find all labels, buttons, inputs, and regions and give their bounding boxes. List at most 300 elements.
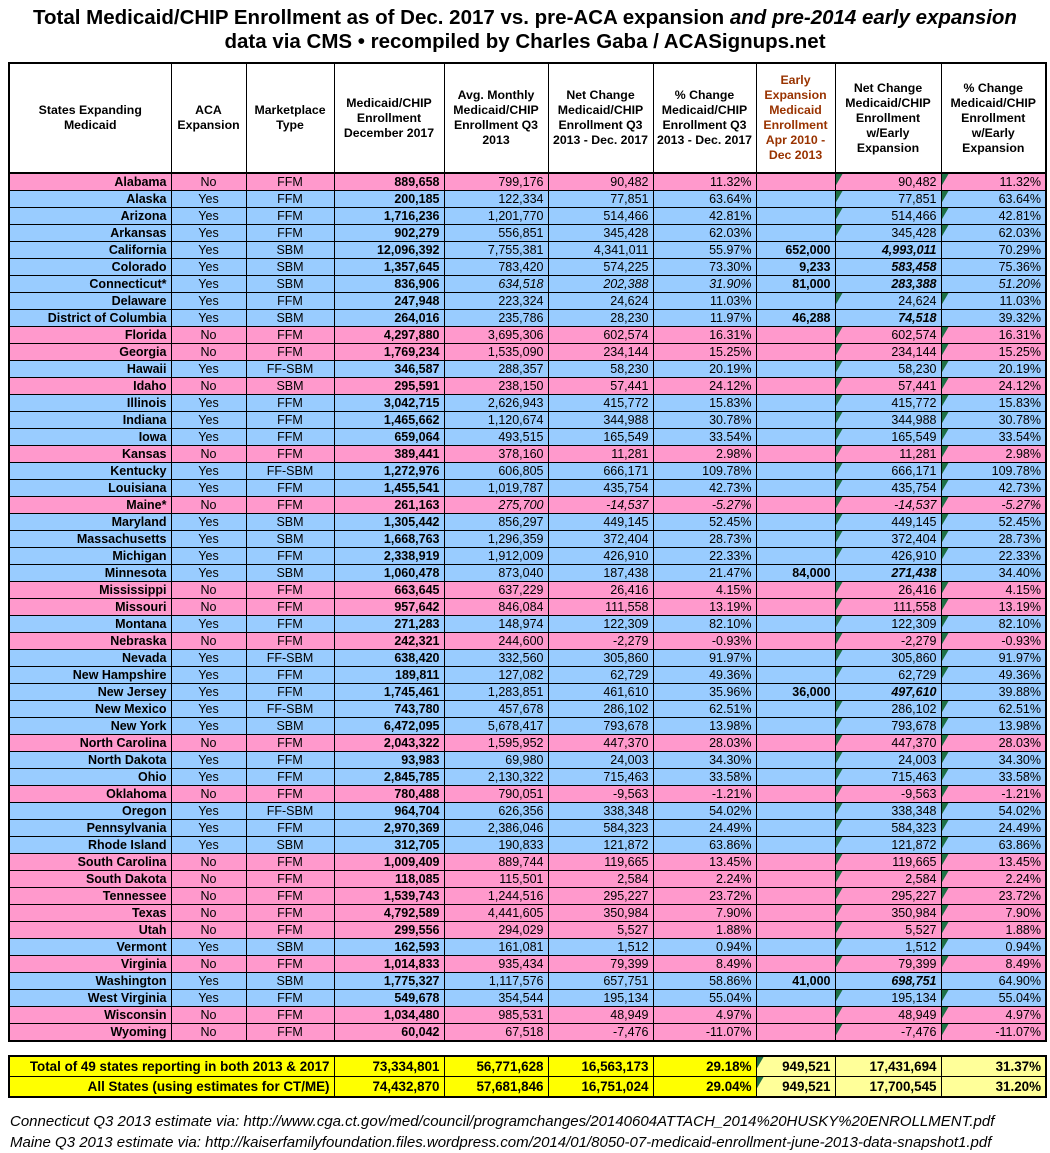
cell-enrollment-dec-2017[interactable]: 549,678 xyxy=(334,990,444,1007)
cell-pct-change-early[interactable]: -5.27% xyxy=(941,497,1046,514)
cell-early-expansion[interactable] xyxy=(756,854,835,871)
cell-marketplace-type[interactable]: SBM xyxy=(246,973,334,990)
cell-state-name[interactable]: New Jersey xyxy=(9,684,171,701)
cell-early-expansion[interactable]: 41,000 xyxy=(756,973,835,990)
cell-net-change-early[interactable]: 426,910 xyxy=(835,548,941,565)
cell-net-change-early[interactable]: 793,678 xyxy=(835,718,941,735)
cell-pct-change[interactable]: 42.73% xyxy=(653,480,756,497)
cell-state-name[interactable]: Georgia xyxy=(9,344,171,361)
cell-state-name[interactable]: Virginia xyxy=(9,956,171,973)
cell-early-expansion[interactable] xyxy=(756,480,835,497)
cell-enrollment-dec-2017[interactable]: 200,185 xyxy=(334,191,444,208)
cell-state-name[interactable]: New Hampshire xyxy=(9,667,171,684)
cell-avg-monthly-q3-2013[interactable]: 1,117,576 xyxy=(444,973,548,990)
cell-pct-change-early[interactable]: 75.36% xyxy=(941,259,1046,276)
cell-marketplace-type[interactable]: FFM xyxy=(246,548,334,565)
cell-state-name[interactable]: Massachusetts xyxy=(9,531,171,548)
cell-aca-expansion[interactable]: No xyxy=(171,888,246,905)
cell-marketplace-type[interactable]: FFM xyxy=(246,1024,334,1042)
cell-pct-change[interactable]: -0.93% xyxy=(653,633,756,650)
cell-marketplace-type[interactable]: FFM xyxy=(246,1007,334,1024)
cell-aca-expansion[interactable]: Yes xyxy=(171,480,246,497)
cell-avg-monthly-q3-2013[interactable]: 115,501 xyxy=(444,871,548,888)
cell-enrollment-dec-2017[interactable]: 743,780 xyxy=(334,701,444,718)
cell-net-change[interactable]: 514,466 xyxy=(548,208,653,225)
cell-avg-monthly-q3-2013[interactable]: 1,283,851 xyxy=(444,684,548,701)
cell-aca-expansion[interactable]: No xyxy=(171,378,246,395)
column-header-net-change[interactable]: Net Change Medicaid/CHIP Enrollment Q3 2013 - Dec. 2017 xyxy=(548,63,653,173)
cell-net-change-early[interactable]: 57,441 xyxy=(835,378,941,395)
cell-pct-change-early[interactable]: 23.72% xyxy=(941,888,1046,905)
cell-net-change[interactable]: 286,102 xyxy=(548,701,653,718)
cell-net-change-early[interactable]: 286,102 xyxy=(835,701,941,718)
cell-aca-expansion[interactable]: No xyxy=(171,735,246,752)
cell-net-change[interactable]: 111,558 xyxy=(548,599,653,616)
cell-marketplace-type[interactable]: FFM xyxy=(246,786,334,803)
cell-enrollment-dec-2017[interactable]: 389,441 xyxy=(334,446,444,463)
cell-enrollment-dec-2017[interactable]: 1,465,662 xyxy=(334,412,444,429)
cell-state-name[interactable]: Nebraska xyxy=(9,633,171,650)
cell-enrollment-dec-2017[interactable]: 93,983 xyxy=(334,752,444,769)
cell-net-change-early[interactable]: 24,003 xyxy=(835,752,941,769)
cell-marketplace-type[interactable]: SBM xyxy=(246,565,334,582)
cell-marketplace-type[interactable]: FF-SBM xyxy=(246,803,334,820)
cell-pct-change-early[interactable]: 63.64% xyxy=(941,191,1046,208)
cell-pct-change[interactable]: -11.07% xyxy=(653,1024,756,1042)
cell-pct-change-early[interactable]: 28.03% xyxy=(941,735,1046,752)
cell-avg-monthly-q3-2013[interactable]: 626,356 xyxy=(444,803,548,820)
cell-marketplace-type[interactable]: FFM xyxy=(246,293,334,310)
cell-aca-expansion[interactable]: Yes xyxy=(171,752,246,769)
cell-marketplace-type[interactable]: FFM xyxy=(246,769,334,786)
cell-totals-pct-change-early[interactable]: 31.20% xyxy=(941,1077,1046,1098)
cell-aca-expansion[interactable]: Yes xyxy=(171,293,246,310)
cell-net-change[interactable]: 5,527 xyxy=(548,922,653,939)
cell-net-change-early[interactable]: -2,279 xyxy=(835,633,941,650)
cell-totals-early-expansion[interactable]: 949,521 xyxy=(756,1077,835,1098)
cell-pct-change[interactable]: 58.86% xyxy=(653,973,756,990)
cell-pct-change-early[interactable]: 54.02% xyxy=(941,803,1046,820)
cell-early-expansion[interactable] xyxy=(756,599,835,616)
cell-totals-pct-change[interactable]: 29.18% xyxy=(653,1056,756,1077)
cell-net-change[interactable]: -7,476 xyxy=(548,1024,653,1042)
cell-pct-change-early[interactable]: 49.36% xyxy=(941,667,1046,684)
cell-early-expansion[interactable] xyxy=(756,361,835,378)
cell-aca-expansion[interactable]: No xyxy=(171,854,246,871)
cell-enrollment-dec-2017[interactable]: 1,775,327 xyxy=(334,973,444,990)
cell-net-change-early[interactable]: 344,988 xyxy=(835,412,941,429)
cell-pct-change-early[interactable]: -11.07% xyxy=(941,1024,1046,1042)
cell-pct-change[interactable]: 63.86% xyxy=(653,837,756,854)
cell-pct-change-early[interactable]: 109.78% xyxy=(941,463,1046,480)
cell-pct-change[interactable]: 62.51% xyxy=(653,701,756,718)
cell-pct-change[interactable]: 2.24% xyxy=(653,871,756,888)
cell-net-change-early[interactable]: 48,949 xyxy=(835,1007,941,1024)
cell-aca-expansion[interactable]: Yes xyxy=(171,650,246,667)
cell-aca-expansion[interactable]: Yes xyxy=(171,548,246,565)
cell-avg-monthly-q3-2013[interactable]: 1,535,090 xyxy=(444,344,548,361)
cell-avg-monthly-q3-2013[interactable]: 69,980 xyxy=(444,752,548,769)
cell-net-change-early[interactable]: 435,754 xyxy=(835,480,941,497)
cell-enrollment-dec-2017[interactable]: 659,064 xyxy=(334,429,444,446)
cell-net-change-early[interactable]: 234,144 xyxy=(835,344,941,361)
cell-state-name[interactable]: West Virginia xyxy=(9,990,171,1007)
cell-pct-change-early[interactable]: 1.88% xyxy=(941,922,1046,939)
cell-avg-monthly-q3-2013[interactable]: 493,515 xyxy=(444,429,548,446)
cell-enrollment-dec-2017[interactable]: 836,906 xyxy=(334,276,444,293)
cell-pct-change-early[interactable]: 62.03% xyxy=(941,225,1046,242)
cell-net-change-early[interactable]: 415,772 xyxy=(835,395,941,412)
cell-pct-change[interactable]: -1.21% xyxy=(653,786,756,803)
cell-early-expansion[interactable] xyxy=(756,548,835,565)
cell-early-expansion[interactable] xyxy=(756,701,835,718)
cell-aca-expansion[interactable]: Yes xyxy=(171,939,246,956)
cell-early-expansion[interactable] xyxy=(756,514,835,531)
cell-pct-change[interactable]: 1.88% xyxy=(653,922,756,939)
cell-pct-change-early[interactable]: 42.73% xyxy=(941,480,1046,497)
cell-net-change[interactable]: 415,772 xyxy=(548,395,653,412)
cell-early-expansion[interactable] xyxy=(756,905,835,922)
cell-enrollment-dec-2017[interactable]: 3,042,715 xyxy=(334,395,444,412)
cell-marketplace-type[interactable]: FFM xyxy=(246,616,334,633)
cell-marketplace-type[interactable]: SBM xyxy=(246,276,334,293)
cell-pct-change-early[interactable]: 63.86% xyxy=(941,837,1046,854)
cell-net-change-early[interactable]: 26,416 xyxy=(835,582,941,599)
cell-pct-change[interactable]: 28.73% xyxy=(653,531,756,548)
cell-pct-change-early[interactable]: -1.21% xyxy=(941,786,1046,803)
cell-enrollment-dec-2017[interactable]: 2,338,919 xyxy=(334,548,444,565)
cell-enrollment-dec-2017[interactable]: 299,556 xyxy=(334,922,444,939)
cell-enrollment-dec-2017[interactable]: 1,745,461 xyxy=(334,684,444,701)
cell-pct-change-early[interactable]: 70.29% xyxy=(941,242,1046,259)
cell-totals-pct-change[interactable]: 29.04% xyxy=(653,1077,756,1098)
cell-avg-monthly-q3-2013[interactable]: 244,600 xyxy=(444,633,548,650)
cell-avg-monthly-q3-2013[interactable]: 238,150 xyxy=(444,378,548,395)
cell-pct-change-early[interactable]: 55.04% xyxy=(941,990,1046,1007)
cell-enrollment-dec-2017[interactable]: 271,283 xyxy=(334,616,444,633)
cell-net-change[interactable]: 666,171 xyxy=(548,463,653,480)
cell-avg-monthly-q3-2013[interactable]: 783,420 xyxy=(444,259,548,276)
cell-pct-change-early[interactable]: 33.54% xyxy=(941,429,1046,446)
cell-net-change-early[interactable]: 90,482 xyxy=(835,173,941,191)
cell-state-name[interactable]: Utah xyxy=(9,922,171,939)
cell-net-change-early[interactable]: 449,145 xyxy=(835,514,941,531)
cell-aca-expansion[interactable]: Yes xyxy=(171,310,246,327)
cell-pct-change[interactable]: 20.19% xyxy=(653,361,756,378)
cell-state-name[interactable]: Idaho xyxy=(9,378,171,395)
cell-state-name[interactable]: Indiana xyxy=(9,412,171,429)
cell-enrollment-dec-2017[interactable]: 780,488 xyxy=(334,786,444,803)
cell-net-change-early[interactable]: 715,463 xyxy=(835,769,941,786)
cell-pct-change-early[interactable]: 30.78% xyxy=(941,412,1046,429)
cell-enrollment-dec-2017[interactable]: 60,042 xyxy=(334,1024,444,1042)
cell-net-change-early[interactable]: 345,428 xyxy=(835,225,941,242)
cell-early-expansion[interactable]: 84,000 xyxy=(756,565,835,582)
cell-pct-change-early[interactable]: 51.20% xyxy=(941,276,1046,293)
cell-early-expansion[interactable] xyxy=(756,769,835,786)
cell-early-expansion[interactable] xyxy=(756,225,835,242)
cell-aca-expansion[interactable]: Yes xyxy=(171,684,246,701)
column-header-states[interactable]: States Expanding Medicaid xyxy=(9,63,171,173)
cell-marketplace-type[interactable]: FF-SBM xyxy=(246,463,334,480)
cell-pct-change[interactable]: 23.72% xyxy=(653,888,756,905)
cell-totals-net-change-early[interactable]: 17,700,545 xyxy=(835,1077,941,1098)
cell-totals-net-change-early[interactable]: 17,431,694 xyxy=(835,1056,941,1077)
cell-enrollment-dec-2017[interactable]: 189,811 xyxy=(334,667,444,684)
cell-state-name[interactable]: Alaska xyxy=(9,191,171,208)
cell-avg-monthly-q3-2013[interactable]: 2,626,943 xyxy=(444,395,548,412)
cell-net-change[interactable]: 90,482 xyxy=(548,173,653,191)
cell-state-name[interactable]: Wyoming xyxy=(9,1024,171,1042)
cell-net-change-early[interactable]: 698,751 xyxy=(835,973,941,990)
cell-net-change[interactable]: 574,225 xyxy=(548,259,653,276)
cell-early-expansion[interactable] xyxy=(756,378,835,395)
cell-aca-expansion[interactable]: No xyxy=(171,599,246,616)
cell-pct-change-early[interactable]: 2.98% xyxy=(941,446,1046,463)
cell-net-change[interactable]: 372,404 xyxy=(548,531,653,548)
cell-enrollment-dec-2017[interactable]: 1,769,234 xyxy=(334,344,444,361)
cell-pct-change-early[interactable]: 24.49% xyxy=(941,820,1046,837)
cell-net-change-early[interactable]: 584,323 xyxy=(835,820,941,837)
cell-pct-change-early[interactable]: 64.90% xyxy=(941,973,1046,990)
cell-state-name[interactable]: Pennsylvania xyxy=(9,820,171,837)
cell-pct-change[interactable]: 55.97% xyxy=(653,242,756,259)
cell-pct-change[interactable]: 63.64% xyxy=(653,191,756,208)
cell-net-change[interactable]: 165,549 xyxy=(548,429,653,446)
cell-marketplace-type[interactable]: FFM xyxy=(246,735,334,752)
cell-aca-expansion[interactable]: Yes xyxy=(171,837,246,854)
cell-pct-change[interactable]: 28.03% xyxy=(653,735,756,752)
cell-avg-monthly-q3-2013[interactable]: 1,201,770 xyxy=(444,208,548,225)
cell-avg-monthly-q3-2013[interactable]: 67,518 xyxy=(444,1024,548,1042)
cell-marketplace-type[interactable]: FFM xyxy=(246,922,334,939)
cell-avg-monthly-q3-2013[interactable]: 799,176 xyxy=(444,173,548,191)
cell-avg-monthly-q3-2013[interactable]: 1,244,516 xyxy=(444,888,548,905)
cell-pct-change[interactable]: -5.27% xyxy=(653,497,756,514)
cell-aca-expansion[interactable]: No xyxy=(171,497,246,514)
cell-net-change-early[interactable]: 602,574 xyxy=(835,327,941,344)
cell-net-change-early[interactable]: -14,537 xyxy=(835,497,941,514)
cell-net-change-early[interactable]: -9,563 xyxy=(835,786,941,803)
cell-pct-change[interactable]: 54.02% xyxy=(653,803,756,820)
cell-early-expansion[interactable] xyxy=(756,990,835,1007)
cell-pct-change-early[interactable]: 7.90% xyxy=(941,905,1046,922)
cell-early-expansion[interactable]: 9,233 xyxy=(756,259,835,276)
cell-net-change-early[interactable]: -7,476 xyxy=(835,1024,941,1042)
cell-pct-change-early[interactable]: 52.45% xyxy=(941,514,1046,531)
cell-marketplace-type[interactable]: FFM xyxy=(246,208,334,225)
cell-pct-change-early[interactable]: 20.19% xyxy=(941,361,1046,378)
cell-early-expansion[interactable] xyxy=(756,956,835,973)
cell-enrollment-dec-2017[interactable]: 1,539,743 xyxy=(334,888,444,905)
cell-marketplace-type[interactable]: SBM xyxy=(246,718,334,735)
cell-early-expansion[interactable] xyxy=(756,871,835,888)
cell-early-expansion[interactable] xyxy=(756,208,835,225)
cell-aca-expansion[interactable]: No xyxy=(171,1024,246,1042)
cell-avg-monthly-q3-2013[interactable]: 873,040 xyxy=(444,565,548,582)
cell-marketplace-type[interactable]: FF-SBM xyxy=(246,361,334,378)
cell-aca-expansion[interactable]: Yes xyxy=(171,259,246,276)
cell-marketplace-type[interactable]: FFM xyxy=(246,990,334,1007)
cell-avg-monthly-q3-2013[interactable]: 889,744 xyxy=(444,854,548,871)
cell-pct-change-early[interactable]: 13.19% xyxy=(941,599,1046,616)
cell-net-change[interactable]: 584,323 xyxy=(548,820,653,837)
cell-early-expansion[interactable] xyxy=(756,1024,835,1042)
cell-aca-expansion[interactable]: No xyxy=(171,905,246,922)
cell-pct-change[interactable]: 35.96% xyxy=(653,684,756,701)
cell-early-expansion[interactable] xyxy=(756,837,835,854)
cell-avg-monthly-q3-2013[interactable]: 606,805 xyxy=(444,463,548,480)
cell-avg-monthly-q3-2013[interactable]: 148,974 xyxy=(444,616,548,633)
cell-pct-change[interactable]: 22.33% xyxy=(653,548,756,565)
cell-totals-dec-2017[interactable]: 73,334,801 xyxy=(334,1056,444,1077)
cell-pct-change-early[interactable]: 82.10% xyxy=(941,616,1046,633)
cell-marketplace-type[interactable]: SBM xyxy=(246,531,334,548)
cell-marketplace-type[interactable]: FFM xyxy=(246,871,334,888)
cell-net-change[interactable]: 57,441 xyxy=(548,378,653,395)
cell-avg-monthly-q3-2013[interactable]: 161,081 xyxy=(444,939,548,956)
cell-net-change[interactable]: 461,610 xyxy=(548,684,653,701)
cell-state-name[interactable]: Oklahoma xyxy=(9,786,171,803)
cell-early-expansion[interactable] xyxy=(756,463,835,480)
cell-aca-expansion[interactable]: Yes xyxy=(171,616,246,633)
cell-state-name[interactable]: Kentucky xyxy=(9,463,171,480)
cell-pct-change[interactable]: 91.97% xyxy=(653,650,756,667)
cell-enrollment-dec-2017[interactable]: 4,297,880 xyxy=(334,327,444,344)
cell-marketplace-type[interactable]: FF-SBM xyxy=(246,650,334,667)
cell-marketplace-type[interactable]: FFM xyxy=(246,395,334,412)
cell-net-change-early[interactable]: 666,171 xyxy=(835,463,941,480)
cell-enrollment-dec-2017[interactable]: 964,704 xyxy=(334,803,444,820)
cell-marketplace-type[interactable]: FFM xyxy=(246,446,334,463)
cell-enrollment-dec-2017[interactable]: 1,009,409 xyxy=(334,854,444,871)
cell-net-change-early[interactable]: 1,512 xyxy=(835,939,941,956)
cell-avg-monthly-q3-2013[interactable]: 378,160 xyxy=(444,446,548,463)
cell-net-change-early[interactable]: 122,309 xyxy=(835,616,941,633)
cell-net-change[interactable]: 295,227 xyxy=(548,888,653,905)
cell-net-change[interactable]: 121,872 xyxy=(548,837,653,854)
cell-pct-change-early[interactable]: -0.93% xyxy=(941,633,1046,650)
cell-pct-change-early[interactable]: 2.24% xyxy=(941,871,1046,888)
cell-pct-change-early[interactable]: 91.97% xyxy=(941,650,1046,667)
cell-net-change-early[interactable]: 62,729 xyxy=(835,667,941,684)
cell-net-change-early[interactable]: 74,518 xyxy=(835,310,941,327)
cell-pct-change[interactable]: 82.10% xyxy=(653,616,756,633)
cell-net-change-early[interactable]: 121,872 xyxy=(835,837,941,854)
cell-enrollment-dec-2017[interactable]: 2,845,785 xyxy=(334,769,444,786)
cell-enrollment-dec-2017[interactable]: 346,587 xyxy=(334,361,444,378)
cell-enrollment-dec-2017[interactable]: 12,096,392 xyxy=(334,242,444,259)
cell-marketplace-type[interactable]: FFM xyxy=(246,854,334,871)
cell-net-change[interactable]: 24,624 xyxy=(548,293,653,310)
cell-net-change[interactable]: 11,281 xyxy=(548,446,653,463)
cell-marketplace-type[interactable]: FFM xyxy=(246,599,334,616)
cell-pct-change-early[interactable]: 34.30% xyxy=(941,752,1046,769)
cell-aca-expansion[interactable]: Yes xyxy=(171,463,246,480)
cell-state-name[interactable]: Illinois xyxy=(9,395,171,412)
cell-marketplace-type[interactable]: FFM xyxy=(246,327,334,344)
cell-avg-monthly-q3-2013[interactable]: 457,678 xyxy=(444,701,548,718)
cell-early-expansion[interactable] xyxy=(756,633,835,650)
cell-totals-label[interactable]: Total of 49 states reporting in both 2013 & 2017 xyxy=(9,1056,334,1077)
cell-avg-monthly-q3-2013[interactable]: 275,700 xyxy=(444,497,548,514)
column-header-early-expansion[interactable]: Early Expansion Medicaid Enrollment Apr 2010 - Dec 2013 xyxy=(756,63,835,173)
cell-enrollment-dec-2017[interactable]: 261,163 xyxy=(334,497,444,514)
cell-net-change[interactable]: 305,860 xyxy=(548,650,653,667)
cell-state-name[interactable]: Hawaii xyxy=(9,361,171,378)
cell-totals-q3-2013[interactable]: 57,681,846 xyxy=(444,1077,548,1098)
cell-marketplace-type[interactable]: FFM xyxy=(246,667,334,684)
cell-net-change-early[interactable]: 283,388 xyxy=(835,276,941,293)
cell-enrollment-dec-2017[interactable]: 1,014,833 xyxy=(334,956,444,973)
cell-enrollment-dec-2017[interactable]: 162,593 xyxy=(334,939,444,956)
cell-net-change-early[interactable]: 77,851 xyxy=(835,191,941,208)
cell-early-expansion[interactable]: 46,288 xyxy=(756,310,835,327)
cell-net-change[interactable]: 338,348 xyxy=(548,803,653,820)
cell-pct-change[interactable]: 13.98% xyxy=(653,718,756,735)
cell-state-name[interactable]: Vermont xyxy=(9,939,171,956)
cell-avg-monthly-q3-2013[interactable]: 790,051 xyxy=(444,786,548,803)
cell-net-change-early[interactable]: 497,610 xyxy=(835,684,941,701)
cell-avg-monthly-q3-2013[interactable]: 354,544 xyxy=(444,990,548,1007)
cell-net-change-early[interactable]: 79,399 xyxy=(835,956,941,973)
cell-net-change[interactable]: 657,751 xyxy=(548,973,653,990)
cell-pct-change[interactable]: 8.49% xyxy=(653,956,756,973)
cell-net-change-early[interactable]: 5,527 xyxy=(835,922,941,939)
cell-net-change[interactable]: 26,416 xyxy=(548,582,653,599)
cell-aca-expansion[interactable]: Yes xyxy=(171,667,246,684)
cell-net-change[interactable]: 1,512 xyxy=(548,939,653,956)
cell-avg-monthly-q3-2013[interactable]: 846,084 xyxy=(444,599,548,616)
cell-early-expansion[interactable] xyxy=(756,293,835,310)
cell-marketplace-type[interactable]: FFM xyxy=(246,752,334,769)
cell-marketplace-type[interactable]: FFM xyxy=(246,344,334,361)
cell-avg-monthly-q3-2013[interactable]: 637,229 xyxy=(444,582,548,599)
cell-state-name[interactable]: Florida xyxy=(9,327,171,344)
cell-aca-expansion[interactable]: No xyxy=(171,871,246,888)
cell-pct-change-early[interactable]: 4.97% xyxy=(941,1007,1046,1024)
cell-pct-change-early[interactable]: 34.40% xyxy=(941,565,1046,582)
cell-net-change[interactable]: 447,370 xyxy=(548,735,653,752)
cell-net-change-early[interactable]: 2,584 xyxy=(835,871,941,888)
cell-state-name[interactable]: Connecticut* xyxy=(9,276,171,293)
cell-pct-change[interactable]: 42.81% xyxy=(653,208,756,225)
cell-pct-change[interactable]: 16.31% xyxy=(653,327,756,344)
cell-pct-change-early[interactable]: 62.51% xyxy=(941,701,1046,718)
cell-state-name[interactable]: Maine* xyxy=(9,497,171,514)
cell-pct-change-early[interactable]: 24.12% xyxy=(941,378,1046,395)
cell-state-name[interactable]: Washington xyxy=(9,973,171,990)
cell-state-name[interactable]: Iowa xyxy=(9,429,171,446)
cell-state-name[interactable]: California xyxy=(9,242,171,259)
cell-pct-change-early[interactable]: 8.49% xyxy=(941,956,1046,973)
cell-early-expansion[interactable] xyxy=(756,497,835,514)
cell-marketplace-type[interactable]: FFM xyxy=(246,412,334,429)
cell-avg-monthly-q3-2013[interactable]: 122,334 xyxy=(444,191,548,208)
cell-state-name[interactable]: Arizona xyxy=(9,208,171,225)
cell-pct-change-early[interactable]: 15.83% xyxy=(941,395,1046,412)
cell-pct-change[interactable]: 33.54% xyxy=(653,429,756,446)
cell-aca-expansion[interactable]: Yes xyxy=(171,208,246,225)
cell-enrollment-dec-2017[interactable]: 1,716,236 xyxy=(334,208,444,225)
cell-pct-change-early[interactable]: 22.33% xyxy=(941,548,1046,565)
cell-avg-monthly-q3-2013[interactable]: 7,755,381 xyxy=(444,242,548,259)
cell-early-expansion[interactable] xyxy=(756,395,835,412)
cell-avg-monthly-q3-2013[interactable]: 223,324 xyxy=(444,293,548,310)
cell-avg-monthly-q3-2013[interactable]: 1,019,787 xyxy=(444,480,548,497)
cell-early-expansion[interactable] xyxy=(756,191,835,208)
cell-totals-early-expansion[interactable]: 949,521 xyxy=(756,1056,835,1077)
